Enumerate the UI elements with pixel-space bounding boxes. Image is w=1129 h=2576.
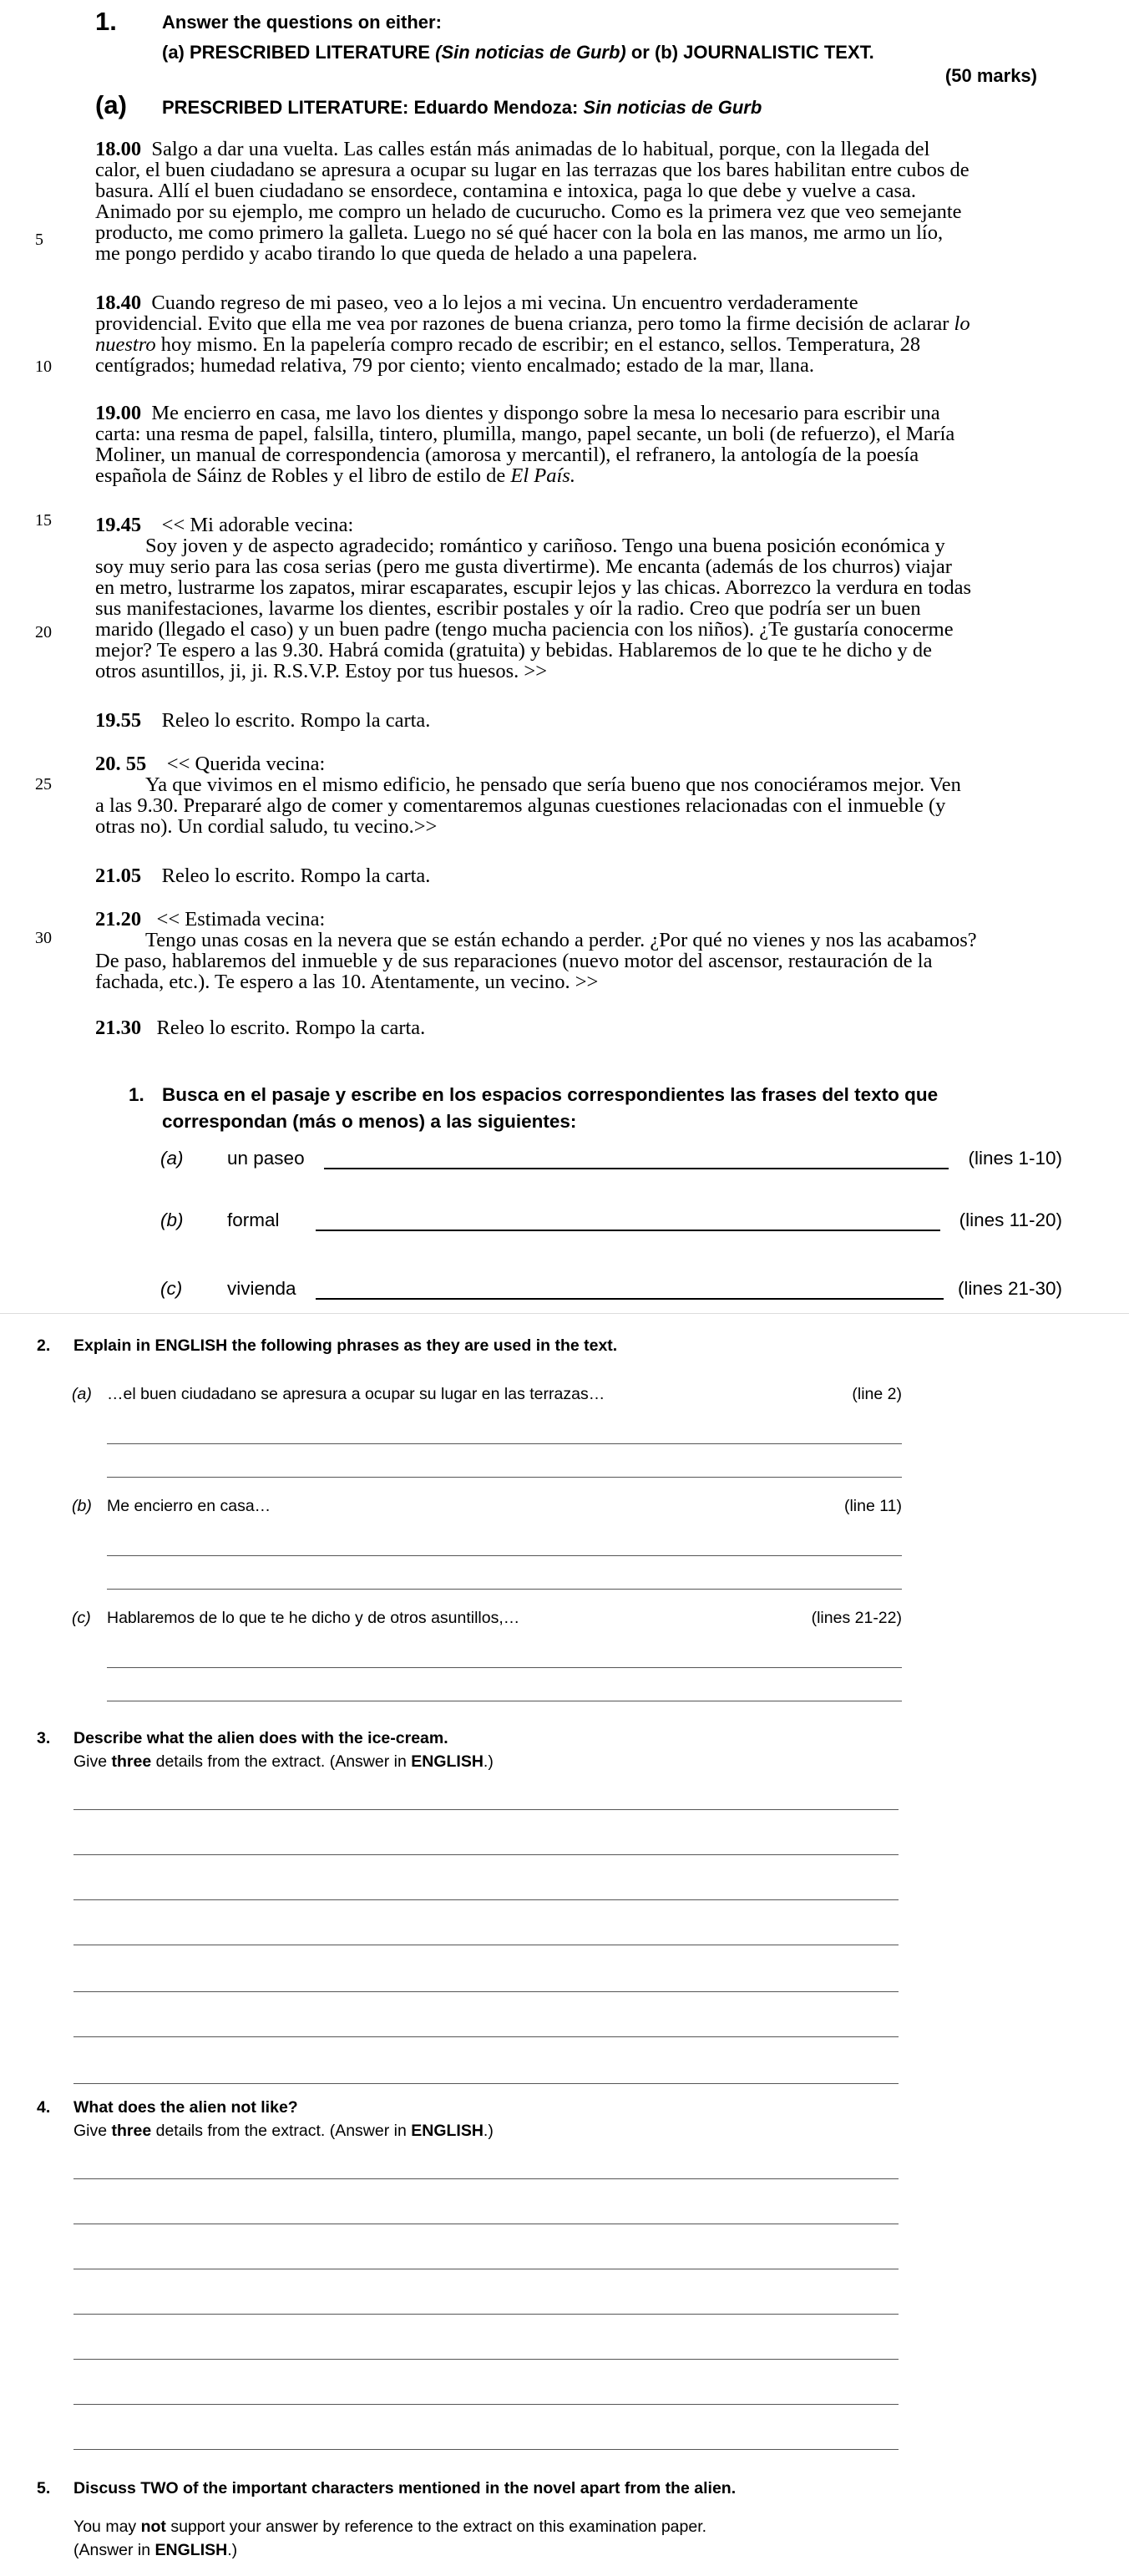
item-ref: (lines 11-20) xyxy=(959,1209,1062,1230)
q3-number: 3. xyxy=(37,1729,51,1747)
item-word: formal xyxy=(227,1209,280,1230)
q1-text-line1: Busca en el pasaje y escribe en los espacios correspondientes las frases del texto que xyxy=(162,1084,939,1105)
q5-instruction: You may not support your answer by reference to the extract on this examination paper. xyxy=(73,2518,707,2536)
section-title: PRESCRIBED LITERATURE: Eduardo Mendoza: Sin noticias de Gurb xyxy=(162,97,762,118)
answer-line[interactable] xyxy=(316,1230,940,1231)
q2-number: 2. xyxy=(37,1336,51,1355)
q2-item-b-text: Me encierro en casa… xyxy=(107,1497,271,1515)
q4-text: What does the alien not like? xyxy=(73,2098,298,2117)
section-label: (a) xyxy=(95,90,127,119)
q3-text: Describe what the alien does with the ice-cream. xyxy=(73,1729,448,1747)
q2-item-a-label: (a) xyxy=(72,1385,92,1403)
q2-item-c-label: (c) xyxy=(72,1609,91,1627)
answer-line[interactable] xyxy=(73,2083,899,2084)
instructions-line: Answer the questions on either: xyxy=(162,12,442,33)
passage-paragraph-2105: 21.05 Releo lo escrito. Rompo la carta. xyxy=(95,865,431,887)
answer-line[interactable] xyxy=(107,1443,902,1444)
item-ref: (lines 1-10) xyxy=(968,1148,1062,1169)
line-number: 15 xyxy=(35,511,52,530)
item-word: vivienda xyxy=(227,1278,296,1299)
q3-instruction: Give three details from the extract. (Answer in ENGLISH.) xyxy=(73,1752,494,1771)
line-number: 10 xyxy=(35,357,52,376)
answer-line[interactable] xyxy=(73,2036,899,2037)
passage-paragraph-1800: 18.00 Salgo a dar una vuelta. Las calles están más animadas de lo habitual, porque, con la llegada del calor, el buen ciudadano se apresura a ocupar su lugar en las terrazas que los bares habilitan entre cubos de basura. Allí el buen ciudadano se ensordece, contamina e intoxica, paga lo que debe y vuelve a casa. Animado por su ejemplo, me compro un helado de cucurucho. Como es la primera vez que veo semejante producto, me como primero la galleta. Luego no sé qué hacer con la bola en las manos, me armo un lío, me pongo perdido y acabo tirando lo que queda de helado a una papelera. xyxy=(95,138,970,265)
q2-item-b-label: (b) xyxy=(72,1497,92,1515)
q5-answer-language: (Answer in ENGLISH.) xyxy=(73,2541,238,2559)
q2-item-a-ref: (line 2) xyxy=(852,1385,902,1403)
q1-text-line2: correspondan (más o menos) a las siguientes: xyxy=(162,1111,577,1132)
item-word: un paseo xyxy=(227,1148,305,1169)
q1-item-b xyxy=(160,1209,1062,1236)
answer-line[interactable] xyxy=(73,2314,899,2315)
item-label: (c) xyxy=(160,1278,183,1299)
q1-item-c xyxy=(160,1278,1062,1305)
answer-line[interactable] xyxy=(107,1589,902,1590)
answer-line[interactable] xyxy=(73,2449,899,2450)
item-ref: (lines 21-30) xyxy=(957,1278,1062,1299)
answer-line[interactable] xyxy=(73,1991,899,1992)
q5-number: 5. xyxy=(37,2479,51,2497)
q5-text: Discuss TWO of the important characters mentioned in the novel apart from the alien. xyxy=(73,2479,737,2497)
line-number: 20 xyxy=(35,623,52,641)
item-label: (b) xyxy=(160,1209,184,1230)
answer-line[interactable] xyxy=(73,2359,899,2360)
q1-item-a xyxy=(160,1148,1062,1174)
passage-paragraph-2055: 20. 55 << Querida vecina: Ya que vivimos en el mismo edificio, he pensado que sería bueno que nos conociéramos mejor. Ven a las 9.30. Prepararé algo de comer y comentaremos algunas cuestiones relacionadas con el inmueble (y otras no). Un cordial saludo, tu vecino.>> xyxy=(95,753,961,838)
answer-line[interactable] xyxy=(107,1477,902,1478)
answer-line[interactable] xyxy=(107,1667,902,1668)
q2-item-b-ref: (line 11) xyxy=(843,1497,902,1515)
passage-paragraph-1955: 19.55 Releo lo escrito. Rompo la carta. xyxy=(95,709,431,732)
answer-line[interactable] xyxy=(73,1809,899,1810)
answer-line[interactable] xyxy=(73,2178,899,2179)
passage-paragraph-1840: 18.40 Cuando regreso de mi paseo, veo a lo lejos a mi vecina. Un encuentro verdaderamente providencial. Evito que ella me vea por razones de buena crianza, pero tomo la firme decisión de aclarar lo nuestro hoy mismo. En la papelería compro recado de escribir; en el estanco, sellos. Temperatura, 28 centígrados; humedad relativa, 79 por ciento; viento encalmado; estado de la mar, llana. xyxy=(95,292,970,377)
line-number: 30 xyxy=(35,929,52,947)
line-number: 5 xyxy=(35,231,43,249)
answer-line[interactable] xyxy=(73,1854,899,1855)
section-divider xyxy=(0,1313,1129,1314)
passage-paragraph-2130: 21.30 Releo lo escrito. Rompo la carta. xyxy=(95,1017,426,1039)
question-number: 1. xyxy=(95,7,117,36)
passage-paragraph-2120: 21.20 << Estimada vecina: Tengo unas cosas en la nevera que se están echando a perder. ¿Por qué no vienes y nos las acabamos? De paso, hablaremos del inmueble y de sus reparaciones (nuevo motor del ascensor, restauración de la fachada, etc.). Te espero a las 10. Atentamente, un vecino. >> xyxy=(95,908,977,993)
q2-text: Explain in ENGLISH the following phrases as they are used in the text. xyxy=(73,1336,618,1355)
q2-item-a-text: …el buen ciudadano se apresura a ocupar su lugar en las terrazas… xyxy=(107,1385,605,1403)
options-line: (a) PRESCRIBED LITERATURE (Sin noticias de Gurb) or (b) JOURNALISTIC TEXT. xyxy=(162,42,874,63)
passage-paragraph-1900: 19.00 Me encierro en casa, me lavo los dientes y dispongo sobre la mesa lo necesario para escribir una carta: una resma de papel, falsilla, tintero, plumilla, mango, papel secante, un boli (de refuerzo), el María Moliner, un manual de correspondencia (amorosa y mercantil), el refranero, la antología de la poesía española de Sáinz de Robles y el libro de estilo de El País. xyxy=(95,402,955,487)
q1-number: 1. xyxy=(129,1084,144,1105)
answer-line[interactable] xyxy=(316,1298,944,1300)
answer-line[interactable] xyxy=(73,1899,899,1900)
item-label: (a) xyxy=(160,1148,184,1169)
q2-item-c-text: Hablaremos de lo que te he dicho y de otros asuntillos,… xyxy=(107,1609,520,1627)
total-marks: (50 marks) xyxy=(944,65,1037,86)
answer-line[interactable] xyxy=(324,1168,949,1169)
q4-number: 4. xyxy=(37,2098,51,2117)
line-number: 25 xyxy=(35,775,52,794)
answer-line[interactable] xyxy=(107,1555,902,1556)
q4-instruction: Give three details from the extract. (Answer in ENGLISH.) xyxy=(73,2122,494,2140)
answer-line[interactable] xyxy=(73,2404,899,2405)
q2-item-c-ref: (lines 21-22) xyxy=(811,1609,902,1627)
passage-paragraph-1945: 19.45 << Mi adorable vecina: Soy joven y de aspecto agradecido; romántico y cariñoso. Tengo una buena posición económica y soy muy serio para las cosa serias (pero me gusta divertirme). Me encanta (además de los churros) viajar en metro, lustrarme los zapatos, mirar escaparates, escupir lejos y las chicas. Aborrezco la verdura en todas sus manifestaciones, lavarme los dientes, escribir postales y oír la radio. Creo que podría ser un buen marido (llegado el caso) y un buen padre (tengo mucha paciencia con los niños). ¿Te gustaría conocerme mejor? Te espero a las 9.30. Habrá comida (gratuita) y bebidas. Hablaremos de lo que te he dicho y de otros asuntillos, ji, ji. R.S.V.P. Estoy por tus huesos. >> xyxy=(95,514,972,682)
